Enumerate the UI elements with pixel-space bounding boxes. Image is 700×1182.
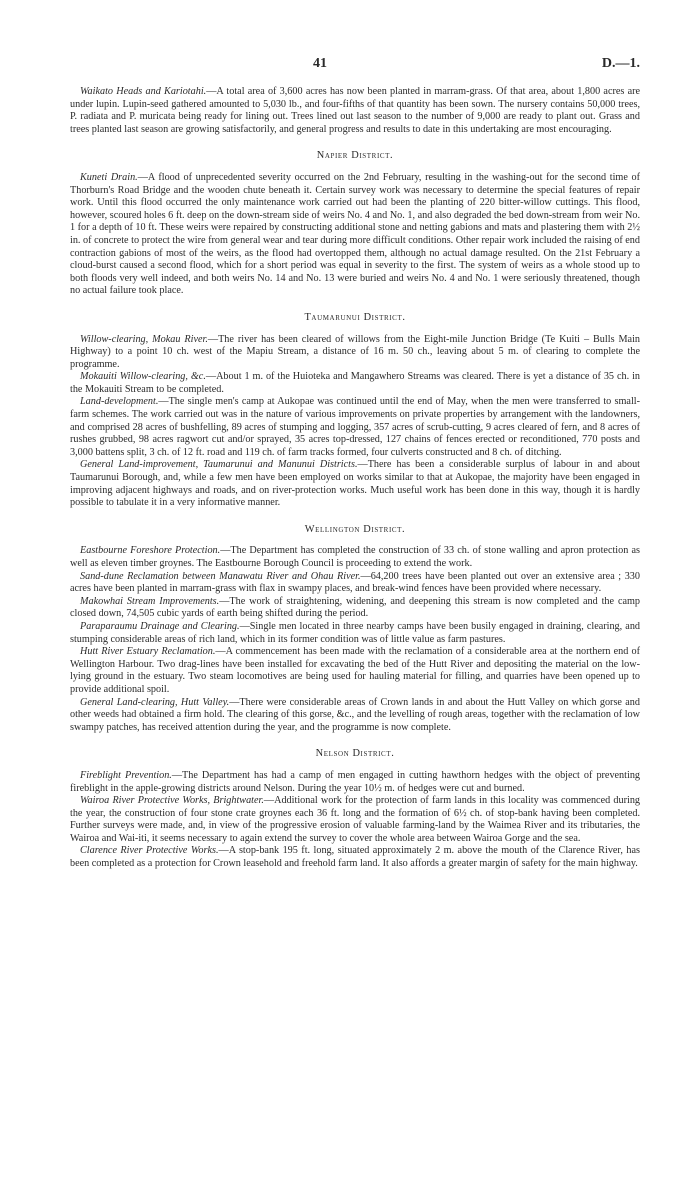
paragraph-text: —A flood of unprecedented severity occurred on the 2nd February, resulting in the washing-out for the second time of Thorburn's Road Bridge and the wooden chute beneath it. Certain survey work was necessary to determine the special features of repair work. Until this flood occurred the only maintenance work carried out had been the planting of 220 bitter-willow cuttings. This flood, however, scoured holes 6 ft. deep on the down-stream side of weirs No. 4 and No. 1, and also degraded the bed down-stream from weir No. 1 for a depth of 10 ft. These weirs were repaired by constructing additional stone and netting gabions and mats and plastering them with 2½ in. of concrete to protect the wire from general wear and tear during more difficult conditions. Other repair work included the raising of end contraction gabions of most of the weirs, as the flood had overtopped them, although no actual damage resulted. On the 21st February a cloud-burst caused a second flood, which for a short period was equal in severity to the first. The system of weirs as a whole stood up to both floods very well indeed, and both weirs No. 14 and No. 13 were buried and weirs No. 4 and No. 1 were seriously threatened, though no actual failure took place. bbox=[70, 171, 640, 297]
paragraph-text: —The work of straightening, widening, and deepening this stream is now completed and the camp closed down, 74,505 cubic yards of earth being shifted during the period. bbox=[70, 595, 641, 620]
paragraph bbox=[70, 86, 640, 136]
paragraph-text: —Single men located in three nearby camps have been busily engaged in draining, clearing, and stumping considerable areas of rich land, which in its former condition was of little value as farm pastures. bbox=[70, 620, 641, 645]
paragraph-lead: Wairoa River Protective Works, Brightwater. bbox=[80, 795, 264, 807]
section-heading: Taumarunui District. bbox=[304, 311, 406, 323]
paragraph bbox=[70, 596, 640, 621]
section-heading: Napier District. bbox=[316, 150, 394, 162]
paragraph-text: —The single men's camp at Aukopae was continued until the end of May, when the men were transferred to small-farm schemes. The work carried out was in the nature of various improvements on private properties by arrangement with the landowners, and comprised 28 acres of bushfelling, 89 acres of stumping and logging, 357 acres of scrub-cutting, 9 acres cleared of fern, and 8 acres of rushes grubbed, 98 acres ragwort cut and/or sprayed, 35 acres top-dressed, 127 chains of fences erected or reconditioned, 770 posts and 3,000 battens split, 3 ch. of 12 ft. road and 119 ch. of farm tracks formed, four culverts constructed and 8 ch. of ditching. bbox=[70, 396, 640, 458]
section-heading: Nelson District. bbox=[315, 748, 395, 760]
paragraph bbox=[70, 459, 640, 509]
paragraph bbox=[70, 697, 640, 735]
paragraph bbox=[70, 770, 640, 795]
document-body bbox=[70, 86, 640, 871]
paragraph-text: —Additional work for the protection of farm lands in this locality was commenced during the year, the construction of four stone crate groynes each 36 ft. long and the formation of 6½ ch. of stop-bank having been completed. Further surveys were made, and, in view of the progressive erosion of valuable farming-land by the Waimea River and its tributaries, the Wairoa and Wai-iti, it seems necessary to again extend the survey to cover the whole area between Wairoa Gorge and the sea. bbox=[70, 795, 641, 844]
paragraph-text: —The Department has completed the construction of 33 ch. of stone walling and apron protection as well as eleven timber groynes. The Eastbourne Borough Council is proceeding to extend the work. bbox=[70, 545, 640, 569]
paragraph-lead: Willow-clearing, Mokau River. bbox=[80, 333, 208, 345]
paragraph-lead: General Land-improvement, Taumarunui and Manunui Districts. bbox=[80, 459, 358, 471]
paragraph-text: —A stop-bank 195 ft. long, situated approximately 2 m. above the mouth of the Clarence River, has been completed as a protection for Crown leasehold and freehold farm land. It also affords a greater margin of safety for the main highway. bbox=[70, 845, 640, 870]
paragraph-text: —There were considerable areas of Crown lands in and about the Hutt Valley on which gorse and other weeds had obtained a firm hold. The clearing of this gorse, &c., and the levelling of rough areas, together with the reclamation of low swampy patches, has received attention during the year, and the programme is now complete. bbox=[70, 696, 640, 733]
paragraph bbox=[70, 795, 640, 845]
paragraph-lead: Eastbourne Foreshore Protection. bbox=[80, 545, 221, 557]
paragraph-text: —The river has been cleared of willows from the Eight-mile Junction Bridge (Te Kuiti – Bulls Main Highway) to a point 10 ch. west of the Mapiu Stream, a distance of 16 m. 50 ch., leaving about 5 m. of clearing to complete the programme. bbox=[70, 333, 640, 370]
paragraph-lead: Land-development. bbox=[80, 396, 159, 408]
paragraph-lead: Makowhai Stream Improvements. bbox=[80, 595, 220, 607]
paragraph-text: —A commencement has been made with the reclamation of a considerable area at the northern end of Wellington Harbour. Two drag-lines have been installed for excavating the bed of the Hutt River and depositing the material on the low-lying ground in the estuary. Two steam locomotives are being used for hauling material for filling, and quarries have been opened up to provide additional spoil. bbox=[70, 646, 641, 695]
paragraph-lead: Paraparaumu Drainage and Clearing. bbox=[80, 620, 240, 632]
paragraph-text: —About 1 m. of the Huioteka and Mangawhero Streams was cleared. There is yet a distance of 35 ch. in the Mokauiti Stream to be completed. bbox=[70, 371, 640, 395]
page-header bbox=[70, 58, 640, 86]
paragraph-text: —There has been a considerable surplus of labour in and about Taumarunui Borough, and, while a few men have been employed on works similar to that at Aukopae, the majority have been engaged in improving adjacent highways and roads, and on river-protection works. Much useful work has been done in this way, though it is hardly possible to tabulate it in a very informative manner. bbox=[70, 459, 640, 509]
paragraph-lead: Hutt River Estuary Reclamation. bbox=[80, 646, 216, 658]
paragraph bbox=[70, 646, 640, 696]
paragraph-lead: Kuneti Drain. bbox=[80, 171, 138, 183]
paragraph-lead: Waikato Heads and Kariotahi. bbox=[80, 86, 207, 97]
paragraph-lead: Clarence River Protective Works. bbox=[80, 845, 219, 857]
paragraph bbox=[70, 172, 640, 298]
paragraph-text: —The Department has had a camp of men engaged in cutting hawthorn hedges with the object of preventing fireblight in the apple-growing districts around Nelson. During the year 10½ m. of hedges were cut and burned. bbox=[70, 769, 641, 794]
paragraph-lead: Mokauiti Willow-clearing, &c. bbox=[80, 371, 206, 383]
paragraph-lead: General Land-clearing, Hutt Valley. bbox=[80, 696, 230, 708]
paragraph-text: —A total area of 3,600 acres has now been planted in marram-grass. Of that area, about 1,800 acres are under lupin. Lupin-seed gathered amounted to 5,030 lb., and four-fifths of that quantity has been sown. The nursery contains 50,000 trees, P. radiata and P. muricata being ready for lining out. Trees lined out last season to the number of 9,000 are ready to plant out. Grass and trees planted last season are growing satisfactorily, and general progress and results to date in this undertaking are most encouraging. bbox=[70, 86, 641, 135]
document-reference: D.—1. bbox=[601, 56, 640, 71]
paragraph-lead: Fireblight Prevention. bbox=[80, 769, 172, 781]
section-heading: Wellington District. bbox=[304, 523, 406, 535]
paragraph-text: —64,200 trees have been planted out over an extensive area ; 330 acres have been planted in marram-grass with flax in swampy places, and break-wind fences have been provided where necessary. bbox=[70, 570, 640, 595]
paragraph bbox=[70, 845, 640, 870]
page-number: 41 bbox=[313, 56, 327, 71]
paragraph-lead: Sand-dune Reclamation between Manawatu River and Ohau River. bbox=[80, 570, 361, 582]
paragraph bbox=[70, 571, 640, 596]
paragraph bbox=[70, 396, 640, 459]
paragraph bbox=[70, 334, 640, 372]
paragraph bbox=[70, 371, 640, 396]
paragraph bbox=[70, 545, 640, 570]
paragraph bbox=[70, 621, 640, 646]
